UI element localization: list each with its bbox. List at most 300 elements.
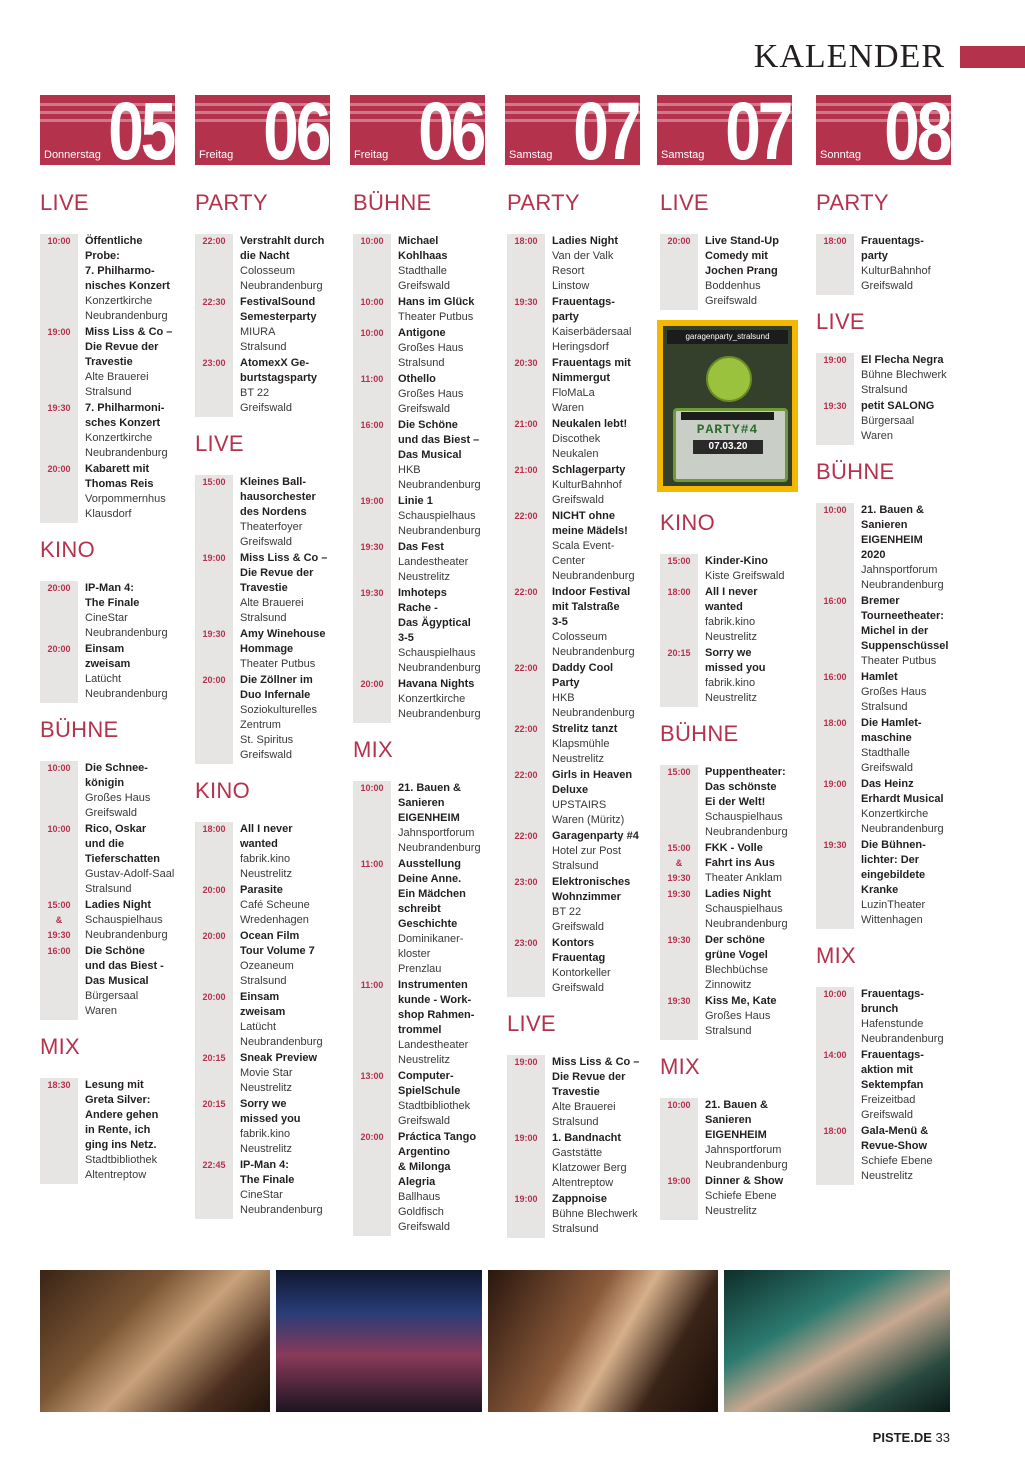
date-header-4 [657, 95, 792, 165]
event-time: 10:00 [47, 763, 71, 773]
event-text [240, 475, 348, 550]
event-title: Ocean Film Tour Volume 7 [240, 930, 315, 957]
event-time: 19:30 [514, 297, 538, 307]
event-text [240, 990, 348, 1050]
date-day: Samstag [661, 149, 705, 161]
event-time: 19:30 [202, 629, 226, 639]
event-text [552, 829, 660, 874]
date-number: 06 [263, 95, 328, 165]
event-text [240, 551, 348, 626]
garagenparty-poster [657, 320, 798, 492]
event-venue: Freizeitbad Greifswald [861, 1094, 916, 1121]
event-text [85, 1078, 193, 1183]
section-title-bühne: BÜHNE [660, 721, 739, 746]
event-title: 1. Bandnacht [552, 1132, 622, 1144]
event-title: Zappnoise [552, 1193, 608, 1205]
event-title: Ladies Night [705, 888, 772, 900]
event-venue: BT 22 Greifswald [240, 387, 292, 414]
section-title-mix: MIX [353, 737, 394, 762]
event-text [398, 418, 506, 493]
event-venue: Alte Brauerei Stralsund [552, 1101, 616, 1128]
event-text [552, 1055, 660, 1130]
event-text [240, 673, 348, 763]
event-text [861, 838, 969, 928]
event-list [353, 234, 488, 723]
event-time: 20:00 [202, 931, 226, 941]
event-title: Frauentags- brunch [861, 988, 924, 1015]
event-title: Sorry we missed you [705, 647, 766, 674]
party-photo-3 [488, 1270, 718, 1412]
event-title: 21. Bauen & Sanieren EIGENHEIM 2020 [861, 504, 924, 561]
event-list [507, 1055, 642, 1238]
event-time: 22:00 [514, 724, 538, 734]
event-venue: Stadthalle Greifswald [398, 265, 450, 292]
event-venue: fabrik.kino Neustrelitz [705, 677, 757, 704]
event-title: Die Schöne und das Biest - Das Musical [85, 945, 164, 987]
event-venue: Stadthalle Greifswald [861, 747, 913, 774]
event-time: 11:00 [360, 859, 384, 869]
event-title: Elektronisches Wohnzimmer [552, 876, 631, 903]
event-list [660, 554, 795, 707]
time-strip [507, 1055, 545, 1238]
event-text [552, 585, 660, 660]
event-text [240, 1097, 348, 1157]
event-time: 18:00 [667, 587, 691, 597]
event-text [398, 781, 506, 856]
date-header-2 [350, 95, 485, 165]
time-strip [660, 1098, 698, 1220]
event-title: FKK - Volle Fahrt ins Aus [705, 842, 775, 869]
event-venue: Theater Putbus [861, 655, 937, 667]
event-list [816, 353, 951, 445]
event-venue: Bürgersaal Waren [85, 990, 139, 1017]
date-number: 06 [418, 95, 483, 165]
event-list [195, 475, 330, 764]
event-title: Frauentags mit Nimmergut [552, 357, 631, 384]
event-time: 20:15 [667, 648, 691, 658]
event-title: All I never wanted [705, 586, 758, 613]
date-header-1 [195, 95, 330, 165]
event-title: Antigone [398, 327, 446, 339]
event-venue: Colosseum Neubrandenburg [240, 265, 323, 292]
date-number: 07 [573, 95, 638, 165]
event-time: 19:30 [667, 935, 691, 945]
event-venue: Bühne Blechwerk Stralsund [861, 369, 947, 396]
event-text [552, 722, 660, 767]
event-time: 23:00 [514, 938, 538, 948]
event-time: 13:00 [360, 1071, 384, 1081]
event-list [40, 581, 175, 703]
event-title: Instrumenten kunde - Work- shop Rahmen- trommel [398, 979, 475, 1036]
event-time: 18:00 [823, 1126, 847, 1136]
event-text [861, 503, 969, 593]
date-number: 07 [725, 95, 790, 165]
event-text [85, 944, 193, 1019]
event-title: 7. Philharmoni- sches Konzert [85, 402, 165, 429]
event-title: NICHT ohne meine Mädels! [552, 510, 628, 537]
party-photo-1 [40, 1270, 270, 1412]
event-venue: Konzertkirche Neubrandenburg [85, 295, 168, 322]
event-text [705, 234, 813, 309]
poster-handle: garagenparty_stralsund [667, 330, 788, 344]
event-title: Hamlet [861, 671, 898, 683]
section-title-party: PARTY [816, 190, 889, 215]
event-venue: Konzertkirche Neubrandenburg [398, 693, 481, 720]
event-time: 22:00 [514, 663, 538, 673]
event-text [552, 463, 660, 508]
event-text [705, 841, 813, 886]
section-title-kino: KINO [660, 510, 715, 535]
event-text [705, 1098, 813, 1173]
event-time: 19:30 [360, 542, 384, 552]
event-venue: Stadtbibliothek Altentreptow [85, 1154, 158, 1181]
event-venue: Soziokulturelles Zentrum St. Spiritus Greifswald [240, 704, 318, 761]
event-venue: Schauspielhaus Neubrandenburg [85, 914, 168, 941]
poster-party-text: PARTY#4 [696, 422, 759, 437]
event-time: 20:00 [202, 885, 226, 895]
event-venue: Bühne Blechwerk Stralsund [552, 1208, 638, 1235]
date-day: Samstag [509, 149, 553, 161]
event-time: 19:00 [360, 496, 384, 506]
footer-site: PISTE.DE [872, 1430, 932, 1445]
event-venue: Hotel zur Post Stralsund [552, 845, 622, 872]
event-time: 19:30 [823, 840, 847, 850]
event-text [85, 898, 193, 943]
event-venue: FloMaLa Waren [552, 387, 595, 414]
event-title: Linie 1 [398, 495, 433, 507]
event-venue: BT 22 Greifswald [552, 906, 604, 933]
event-list [40, 1078, 175, 1184]
event-title: Práctica Tango Argentino & Milonga Alegria [398, 1131, 477, 1188]
event-venue: Landestheater Neustrelitz [398, 1039, 469, 1066]
event-time: 10:00 [360, 236, 384, 246]
event-text [705, 585, 813, 645]
time-strip [660, 554, 698, 707]
event-time: 22:00 [514, 587, 538, 597]
event-title: Amy Winehouse Hommage [240, 628, 326, 655]
event-time: 20:00 [47, 644, 71, 654]
event-time: 10:00 [360, 328, 384, 338]
event-text [705, 554, 813, 584]
event-list [816, 987, 951, 1185]
event-venue: Großes Haus Greifswald [398, 388, 464, 415]
event-time: 16:00 [47, 946, 71, 956]
event-time: 16:00 [360, 420, 384, 430]
event-title: Schlagerparty [552, 464, 626, 476]
event-title: Imhoteps Rache - Das Ägyptical 3-5 [398, 587, 471, 644]
event-title: Havana Nights [398, 678, 475, 690]
event-time: 14:00 [823, 1050, 847, 1060]
event-list [195, 234, 330, 417]
event-time: 19:00 [202, 553, 226, 563]
date-header-5 [816, 95, 951, 165]
event-title: Ladies Night [85, 899, 152, 911]
event-time: 21:00 [514, 419, 538, 429]
date-header-0 [40, 95, 175, 165]
event-text [85, 761, 193, 821]
event-title: Indoor Festival mit Talstraße 3-5 [552, 586, 631, 628]
event-list [353, 781, 488, 1236]
event-title: Die Schnee- königin [85, 762, 148, 789]
event-time: 23:00 [514, 877, 538, 887]
event-title: Das Fest [398, 541, 444, 553]
event-title: Das Heinz Erhardt Musical [861, 778, 944, 805]
event-time: 19:00 [47, 327, 71, 337]
event-title: 21. Bauen & Sanieren EIGENHEIM [705, 1099, 768, 1141]
event-time: 18:30 [47, 1080, 71, 1090]
event-time: 15:00 & 19:30 [667, 843, 691, 883]
event-time: 10:00 [47, 236, 71, 246]
event-title: Einsam zweisam [85, 643, 131, 670]
event-time: 11:00 [360, 374, 384, 384]
date-header-3 [505, 95, 640, 165]
party-photo-2 [276, 1270, 482, 1412]
event-title: Sorry we missed you [240, 1098, 301, 1125]
event-text [398, 857, 506, 977]
event-text [240, 929, 348, 989]
section-title-mix: MIX [816, 943, 857, 968]
event-text [552, 661, 660, 721]
header-accent-bar [960, 46, 1025, 68]
event-list [40, 234, 175, 523]
event-time: 18:00 [823, 236, 847, 246]
event-venue: Hafenstunde Neubrandenburg [861, 1018, 944, 1045]
time-strip [40, 234, 78, 523]
event-text [398, 295, 506, 325]
event-text [240, 356, 348, 416]
event-title: Frauentags- aktion mit Sektempfan [861, 1049, 924, 1091]
event-time: 10:00 [823, 989, 847, 999]
event-list [195, 822, 330, 1219]
event-time: 15:00 [667, 556, 691, 566]
event-text [861, 1124, 969, 1184]
date-number: 05 [108, 95, 173, 165]
section-title-kino: KINO [195, 778, 250, 803]
event-list [660, 234, 795, 310]
event-venue: fabrik.kino Neustrelitz [240, 1128, 292, 1155]
event-text [552, 234, 660, 294]
event-title: IP-Man 4: The Finale [240, 1159, 295, 1186]
page-footer [760, 1430, 950, 1445]
event-text [398, 677, 506, 722]
event-venue: Alte Brauerei Stralsund [85, 371, 149, 398]
section-title-mix: MIX [40, 1034, 81, 1059]
event-time: 11:00 [360, 980, 384, 990]
event-title: AtomexX Ge- burtstagsparty [240, 357, 318, 384]
event-title: Miss Liss & Co – Die Revue der Travestie [552, 1056, 640, 1098]
event-text [85, 234, 193, 324]
event-time: 10:00 [47, 824, 71, 834]
event-venue: KulturBahnhof Greifswald [552, 479, 622, 506]
section-title-party: PARTY [195, 190, 268, 215]
event-title: Gala-Menü & Revue-Show [861, 1125, 929, 1152]
section-title-live: LIVE [195, 431, 244, 456]
event-venue: Colosseum Neubrandenburg [552, 631, 635, 658]
date-day: Freitag [199, 149, 234, 161]
event-title: Lesung mit Greta Silver: Andere gehen in Rente, ich ging ins Netz. [85, 1079, 159, 1151]
event-venue: Kaiserbädersaal Heringsdorf [552, 326, 632, 353]
event-text [398, 372, 506, 417]
event-text [705, 994, 813, 1039]
event-text [861, 987, 969, 1047]
section-title-live: LIVE [40, 190, 89, 215]
event-time: 20:00 [47, 583, 71, 593]
event-title: Computer- SpielSchule [398, 1070, 461, 1097]
event-venue: Großes Haus Stralsund [861, 686, 927, 713]
event-text [552, 936, 660, 996]
event-title: Kontors Frauentag [552, 937, 606, 964]
event-title: Neukalen lebt! [552, 418, 628, 430]
event-venue: Ballhaus Goldfisch Greifswald [398, 1191, 450, 1233]
event-text [240, 1158, 348, 1218]
event-time: 20:00 [47, 464, 71, 474]
event-text [552, 875, 660, 935]
event-title: Verstrahlt durch die Nacht [240, 235, 325, 262]
poster-logo-icon [706, 356, 752, 402]
time-strip [40, 761, 78, 1020]
event-venue: Großes Haus Stralsund [398, 342, 464, 369]
event-venue: Schauspielhaus Neubrandenburg [705, 903, 788, 930]
event-title: IP-Man 4: The Finale [85, 582, 140, 609]
event-text [85, 822, 193, 897]
event-time: 20:00 [202, 992, 226, 1002]
event-time: 20:15 [202, 1053, 226, 1063]
event-title: Parasite [240, 884, 283, 896]
event-venue: fabrik.kino Neustrelitz [240, 853, 292, 880]
event-title: Kleines Ball- hausorchester des Nordens [240, 476, 316, 518]
event-title: Die Hamlet- maschine [861, 717, 922, 744]
event-title: Bremer Tourneetheater: Michel in der Suppenschüssel [861, 595, 949, 652]
event-title: Öffentliche Probe: 7. Philharmo- nisches Konzert [85, 235, 170, 292]
event-title: Daddy Cool Party [552, 662, 614, 689]
event-time: 22:00 [202, 236, 226, 246]
event-title: Kinder-Kino [705, 555, 768, 567]
event-time: 20:15 [202, 1099, 226, 1109]
event-text [705, 1174, 813, 1219]
time-strip [195, 234, 233, 417]
section-title-kino: KINO [40, 537, 95, 562]
event-time: 10:00 [360, 783, 384, 793]
event-venue: Alte Brauerei Stralsund [240, 597, 304, 624]
event-text [398, 1130, 506, 1235]
event-text [398, 234, 506, 294]
event-time: 19:30 [667, 889, 691, 899]
event-title: Girls in Heaven Deluxe [552, 769, 633, 796]
event-venue: Bürgersaal Waren [861, 415, 915, 442]
event-title: Miss Liss & Co – Die Revue der Travestie [240, 552, 328, 594]
event-venue: Latücht Neubrandenburg [85, 673, 168, 700]
event-venue: Jahnsportforum Neubrandenburg [398, 827, 481, 854]
event-title: All I never wanted [240, 823, 293, 850]
event-venue: Schauspielhaus Neubrandenburg [705, 811, 788, 838]
event-title: Frauentags- party [552, 296, 615, 323]
date-day: Sonntag [820, 149, 861, 161]
event-title: Einsam zweisam [240, 991, 286, 1018]
date-number: 08 [884, 95, 949, 165]
event-title: Puppentheater: Das schönste Ei der Welt! [705, 766, 786, 808]
event-time: 15:00 [202, 477, 226, 487]
time-strip [353, 781, 391, 1236]
event-time: 22:30 [202, 297, 226, 307]
event-venue: Jahnsportforum Neubrandenburg [705, 1144, 788, 1171]
event-time: 23:00 [202, 358, 226, 368]
poster-date: 07.03.20 [693, 440, 763, 454]
event-venue: Gaststätte Klatzower Berg Altentreptow [552, 1147, 627, 1189]
event-venue: Theater Putbus [398, 311, 474, 323]
event-time: 18:00 [823, 718, 847, 728]
section-title-mix: MIX [660, 1054, 701, 1079]
event-time: 19:30 [47, 403, 71, 413]
event-text [552, 1131, 660, 1191]
event-title: Rico, Oskar und die Tieferschatten [85, 823, 160, 865]
event-title: Die Schöne und das Biest – Das Musical [398, 419, 480, 461]
event-venue: Vorpommernhus Klausdorf [85, 493, 166, 520]
event-venue: Schiefe Ebene Neustrelitz [861, 1155, 933, 1182]
event-time: 20:00 [202, 675, 226, 685]
event-text [240, 234, 348, 294]
event-title: Othello [398, 373, 436, 385]
event-venue: Theaterfoyer Greifswald [240, 521, 303, 548]
event-title: Michael Kohlhaas [398, 235, 448, 262]
event-time: 22:00 [514, 831, 538, 841]
event-title: El Flecha Negra [861, 354, 944, 366]
event-title: Garagenparty #4 [552, 830, 639, 842]
event-time: 19:00 [823, 779, 847, 789]
event-venue: CineStar Neubrandenburg [85, 612, 168, 639]
event-time: 19:30 [360, 588, 384, 598]
event-text [861, 1048, 969, 1123]
event-title: Der schöne grüne Vogel [705, 934, 768, 961]
event-list [40, 761, 175, 1020]
event-text [552, 295, 660, 355]
event-venue: Scala Event- Center Neubrandenburg [552, 540, 635, 582]
event-venue: CineStar Neubrandenburg [240, 1189, 323, 1216]
event-text [240, 1051, 348, 1096]
event-venue: Kontorkeller Greifswald [552, 967, 611, 994]
event-venue: Ozeaneum Stralsund [240, 960, 294, 987]
event-venue: Schiefe Ebene Neustrelitz [705, 1190, 777, 1217]
date-day: Donnerstag [44, 149, 101, 161]
event-venue: Blechbüchse Zinnowitz [705, 964, 768, 991]
event-venue: LuzinTheater Wittenhagen [861, 899, 926, 926]
time-strip [816, 987, 854, 1185]
event-time: 20:00 [360, 679, 384, 689]
event-venue: Großes Haus Stralsund [705, 1010, 771, 1037]
section-title-bühne: BÜHNE [816, 459, 895, 484]
event-text [552, 509, 660, 584]
event-text [705, 933, 813, 993]
poster-season-strip [681, 412, 774, 420]
event-title: Frauentags- party [861, 235, 924, 262]
event-time: 10:00 [360, 297, 384, 307]
event-venue: Movie Star Neustrelitz [240, 1067, 293, 1094]
event-venue: Dominikaner- kloster Prenzlau [398, 933, 464, 975]
event-venue: MIURA Stralsund [240, 326, 287, 353]
event-title: Live Stand-Up Comedy mit Jochen Prang [705, 235, 779, 277]
event-title: Kiss Me, Kate [705, 995, 777, 1007]
time-strip [40, 1078, 78, 1184]
event-title: Die Bühnen- lichter: Der eingebildete Kranke [861, 839, 926, 896]
event-time: 16:00 [823, 672, 847, 682]
event-time: 15:00 & 19:30 [47, 900, 71, 940]
event-title: Sneak Preview [240, 1052, 318, 1064]
event-text [861, 234, 969, 294]
event-text [861, 777, 969, 837]
event-title: Miss Liss & Co – Die Revue der Travestie [85, 326, 173, 368]
footer-page-number: 33 [935, 1430, 950, 1445]
event-time: 19:00 [514, 1194, 538, 1204]
event-venue: Klapsmühle Neustrelitz [552, 738, 610, 765]
